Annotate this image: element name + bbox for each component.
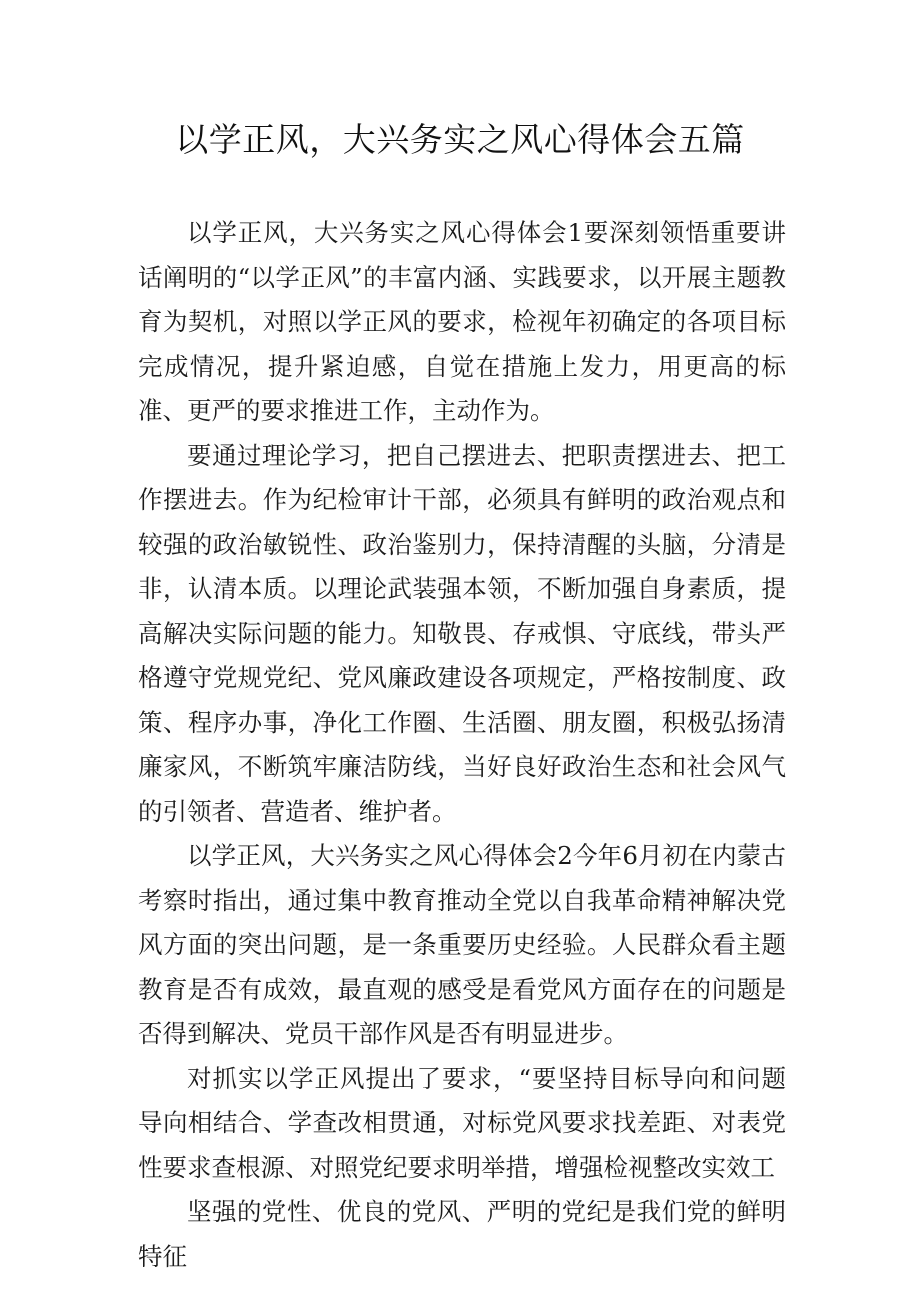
paragraph-3: 以学正风，大兴务实之风心得体会2今年6月初在内蒙古考察时指出，通过集中教育推动全党以自我革命精神解决党风方面的突出问题，是一条重要历史经验。人民群众看主题教育是否有成效，最直观的感受是看党风方面存在的问题是否得到解决、党员干部作风是否有明显进步。	[138, 841, 786, 1048]
paragraph-5: 坚强的党性、优良的党风、严明的党纪是我们党的鲜明特征	[138, 1197, 786, 1271]
paragraph-2: 要通过理论学习，把自己摆进去、把职责摆进去、把工作摆进去。作为纪检审计干部，必须具有鲜明的政治观点和较强的政治敏锐性、政治鉴别力，保持清醒的头脑，分清是非，认清本质。以理论武装强本领，不断加强自身素质，提高解决实际问题的能力。知敬畏、存戒惧、守底线，带头严格遵守党规党纪、党风廉政建设各项规定，严格按制度、政策、程序办事，净化工作圈、生活圈、朋友圈，积极弘扬清廉家风，不断筑牢廉洁防线，当好良好政治生态和社会风气的引领者、营造者、维护者。	[138, 440, 786, 826]
paragraph-4: 对抓实以学正风提出了要求，“要坚持目标导向和问题导向相结合、学查改相贯通，对标党风要求找差距、对表党性要求查根源、对照党纪要求明举措，增强检视整改实效工	[138, 1063, 786, 1182]
paragraph-1: 以学正风，大兴务实之风心得体会1要深刻领悟重要讲话阐明的“以学正风”的丰富内涵、实践要求，以开展主题教育为契机，对照以学正风的要求，检视年初确定的各项目标完成情况，提升紧迫感，自觉在措施上发力，用更高的标准、更严的要求推进工作，主动作为。	[138, 218, 786, 425]
document-title: 以学正风，大兴务实之风心得体会五篇	[175, 120, 745, 159]
document-body	[138, 211, 786, 1279]
